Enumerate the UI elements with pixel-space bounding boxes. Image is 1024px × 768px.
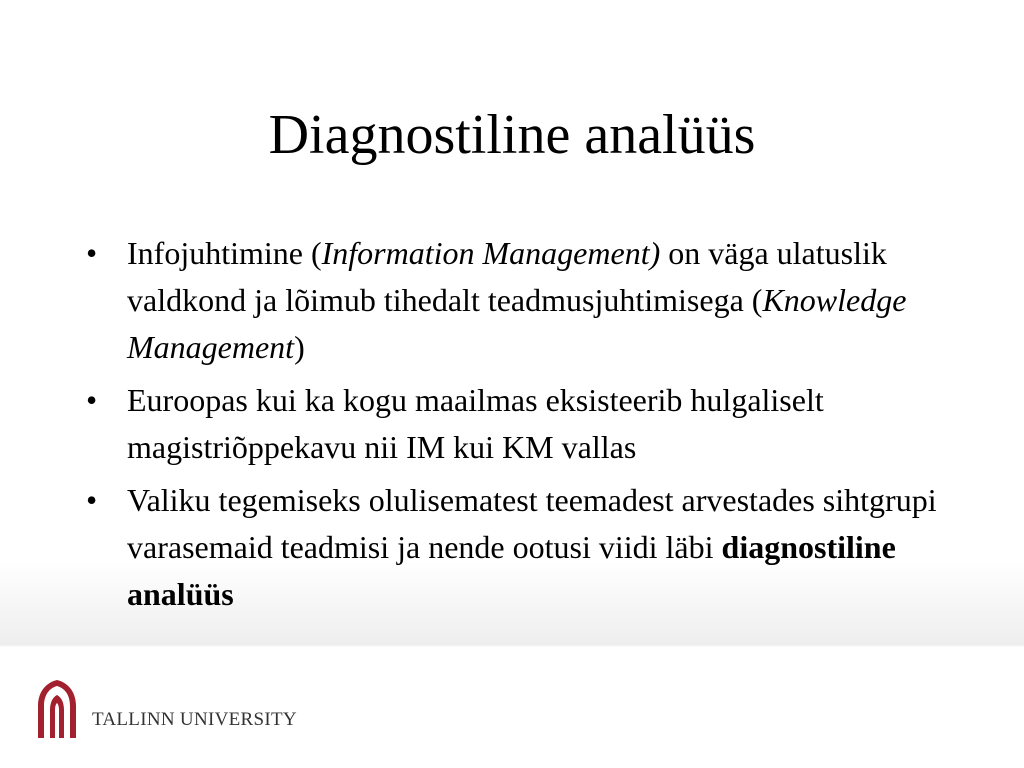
bullet-text: diagnostiline analüüs	[127, 529, 896, 612]
bullet-marker: •	[86, 382, 98, 418]
footer-logo	[34, 676, 334, 746]
bullet-text: Information Management)	[321, 235, 661, 271]
slide-title: Diagnostiline analüüs	[268, 104, 756, 166]
bullet-marker: •	[86, 482, 98, 518]
bullet-item	[86, 377, 986, 471]
logo-text: TALLINN UNIVERSITY	[92, 709, 297, 730]
bullet-text: on väga ulatuslik valdkond ja lõimub tihedalt teadmusjuhtimisega (	[127, 235, 887, 318]
bullet-text: Knowledge Management	[127, 282, 907, 365]
bullet-text: Euroopas kui ka kogu maailmas eksisteerib hulgaliselt magistriõppekavu nii IM kui KM vallas	[127, 382, 824, 465]
bullet-text: Infojuhtimine (	[127, 235, 322, 271]
bullet-item	[86, 230, 986, 371]
bullet-item	[86, 477, 986, 618]
bullet-marker: •	[86, 235, 98, 271]
bullet-text: Valiku tegemiseks olulisematest teemadest arvestades sihtgrupi varasemaid teadmisi ja nende ootusi viidi läbi	[127, 482, 937, 565]
bullet-text: )	[294, 329, 305, 365]
tallinn-university-arch-icon	[34, 676, 80, 746]
bullet-list	[86, 230, 986, 624]
